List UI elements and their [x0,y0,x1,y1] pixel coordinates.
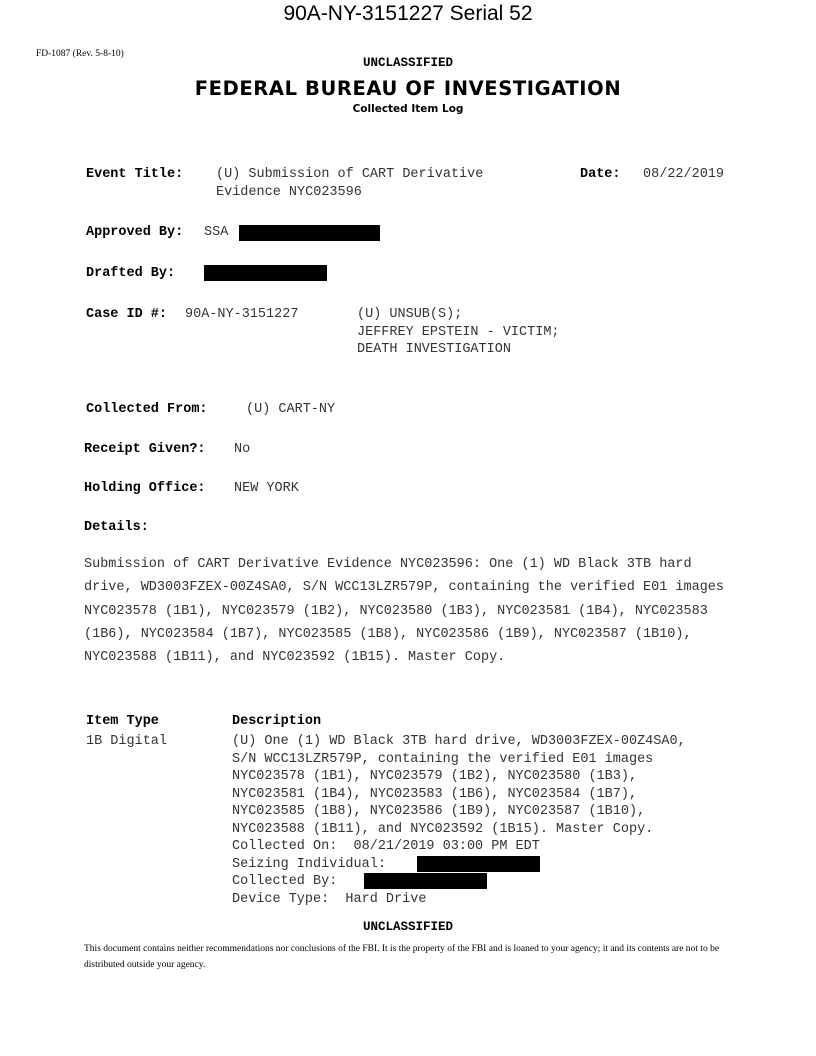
description-line: NYC023585 (1B8), NYC023586 (1B9), NYC023587 (1B10), [232,804,646,819]
form-title: Collected Item Log [352,103,464,115]
classification-marking-bottom: UNCLASSIFIED [362,920,453,934]
footer-disclaimer: This document contains neither recommendations nor conclusions of the FBI. It is the property of the FBI and is loaned to your agency; it and its contents are not to be distributed outside your agency. [84,944,720,970]
device-type-line: Device Type: Hard Drive [232,892,427,907]
description-line: NYC023588 (1B11), and NYC023592 (1B15). Master Copy. [232,822,654,837]
approved-by-label: Approved By: [86,225,184,240]
item-type-value: 1B Digital [86,734,168,749]
details-paragraph: Submission of CART Derivative Evidence NYC023596: One (1) WD Black 3TB hard drive, WD3003FZEX-00Z4SA0, S/N WCC13LZR579P, containing the verified E01 images NYC023578 (1B1), NYC023579 (1B2), NYC023580 (1B3), NYC023581 (1B4), NYC023583 (1B6), NYC023584 (1B7), NYC023585 (1B8), NYC023586 (1B9), NYC023587 (1B10), NYC023588 (1B11), and NYC023592 (1B15). Master Copy. [84,557,725,666]
redaction-box-approved-by [239,225,380,241]
description-column-header: Description [232,714,322,729]
drafted-by-label: Drafted By: [86,266,176,281]
details-label: Details: [84,520,149,535]
agency-title: FEDERAL BUREAU OF INVESTIGATION [194,77,622,100]
collected-on-line: Collected On: 08/21/2019 03:00 PM EDT [232,839,540,854]
description-line: (U) One (1) WD Black 3TB hard drive, WD3003FZEX-00Z4SA0, [232,734,686,749]
item-type-column-header: Item Type [86,714,159,729]
event-title-label: Event Title: [86,167,184,182]
receipt-given-label: Receipt Given?: [84,442,206,457]
approved-by-value: SSA [204,225,229,240]
receipt-given-value: No [234,442,251,457]
redaction-box-drafted-by [204,265,327,281]
event-title-value-line1: (U) Submission of CART Derivative [216,167,484,182]
description-line: NYC023581 (1B4), NYC023583 (1B6), NYC023584 (1B7), [232,787,638,802]
description-line: NYC023578 (1B1), NYC023579 (1B2), NYC023580 (1B3), [232,769,638,784]
form-number: FD-1087 (Rev. 5-8-10) [36,49,124,59]
collected-by-line: Collected By: [232,874,338,889]
redaction-box-collected-by [364,873,487,889]
holding-office-value: NEW YORK [234,481,299,496]
document-serial: 90A-NY-3151227 Serial 52 [283,2,533,25]
collected-from-label: Collected From: [86,402,208,417]
classification-marking-top: UNCLASSIFIED [362,56,453,70]
case-title-line1: (U) UNSUB(S); [357,307,463,322]
collected-from-value: (U) CART-NY [246,402,336,417]
seizing-individual-line: Seizing Individual: [232,857,386,872]
case-title-line3: DEATH INVESTIGATION [357,342,511,357]
date-value: 08/22/2019 [643,167,725,182]
case-id-label: Case ID #: [86,307,168,322]
date-label: Date: [580,167,621,182]
description-line: S/N WCC13LZR579P, containing the verified E01 images [232,752,654,767]
case-id-value: 90A-NY-3151227 [185,307,299,322]
redaction-box-seizing-individual [417,856,540,872]
case-title-line2: JEFFREY EPSTEIN - VICTIM; [357,325,560,340]
event-title-value-line2: Evidence NYC023596 [216,185,362,200]
holding-office-label: Holding Office: [84,481,206,496]
